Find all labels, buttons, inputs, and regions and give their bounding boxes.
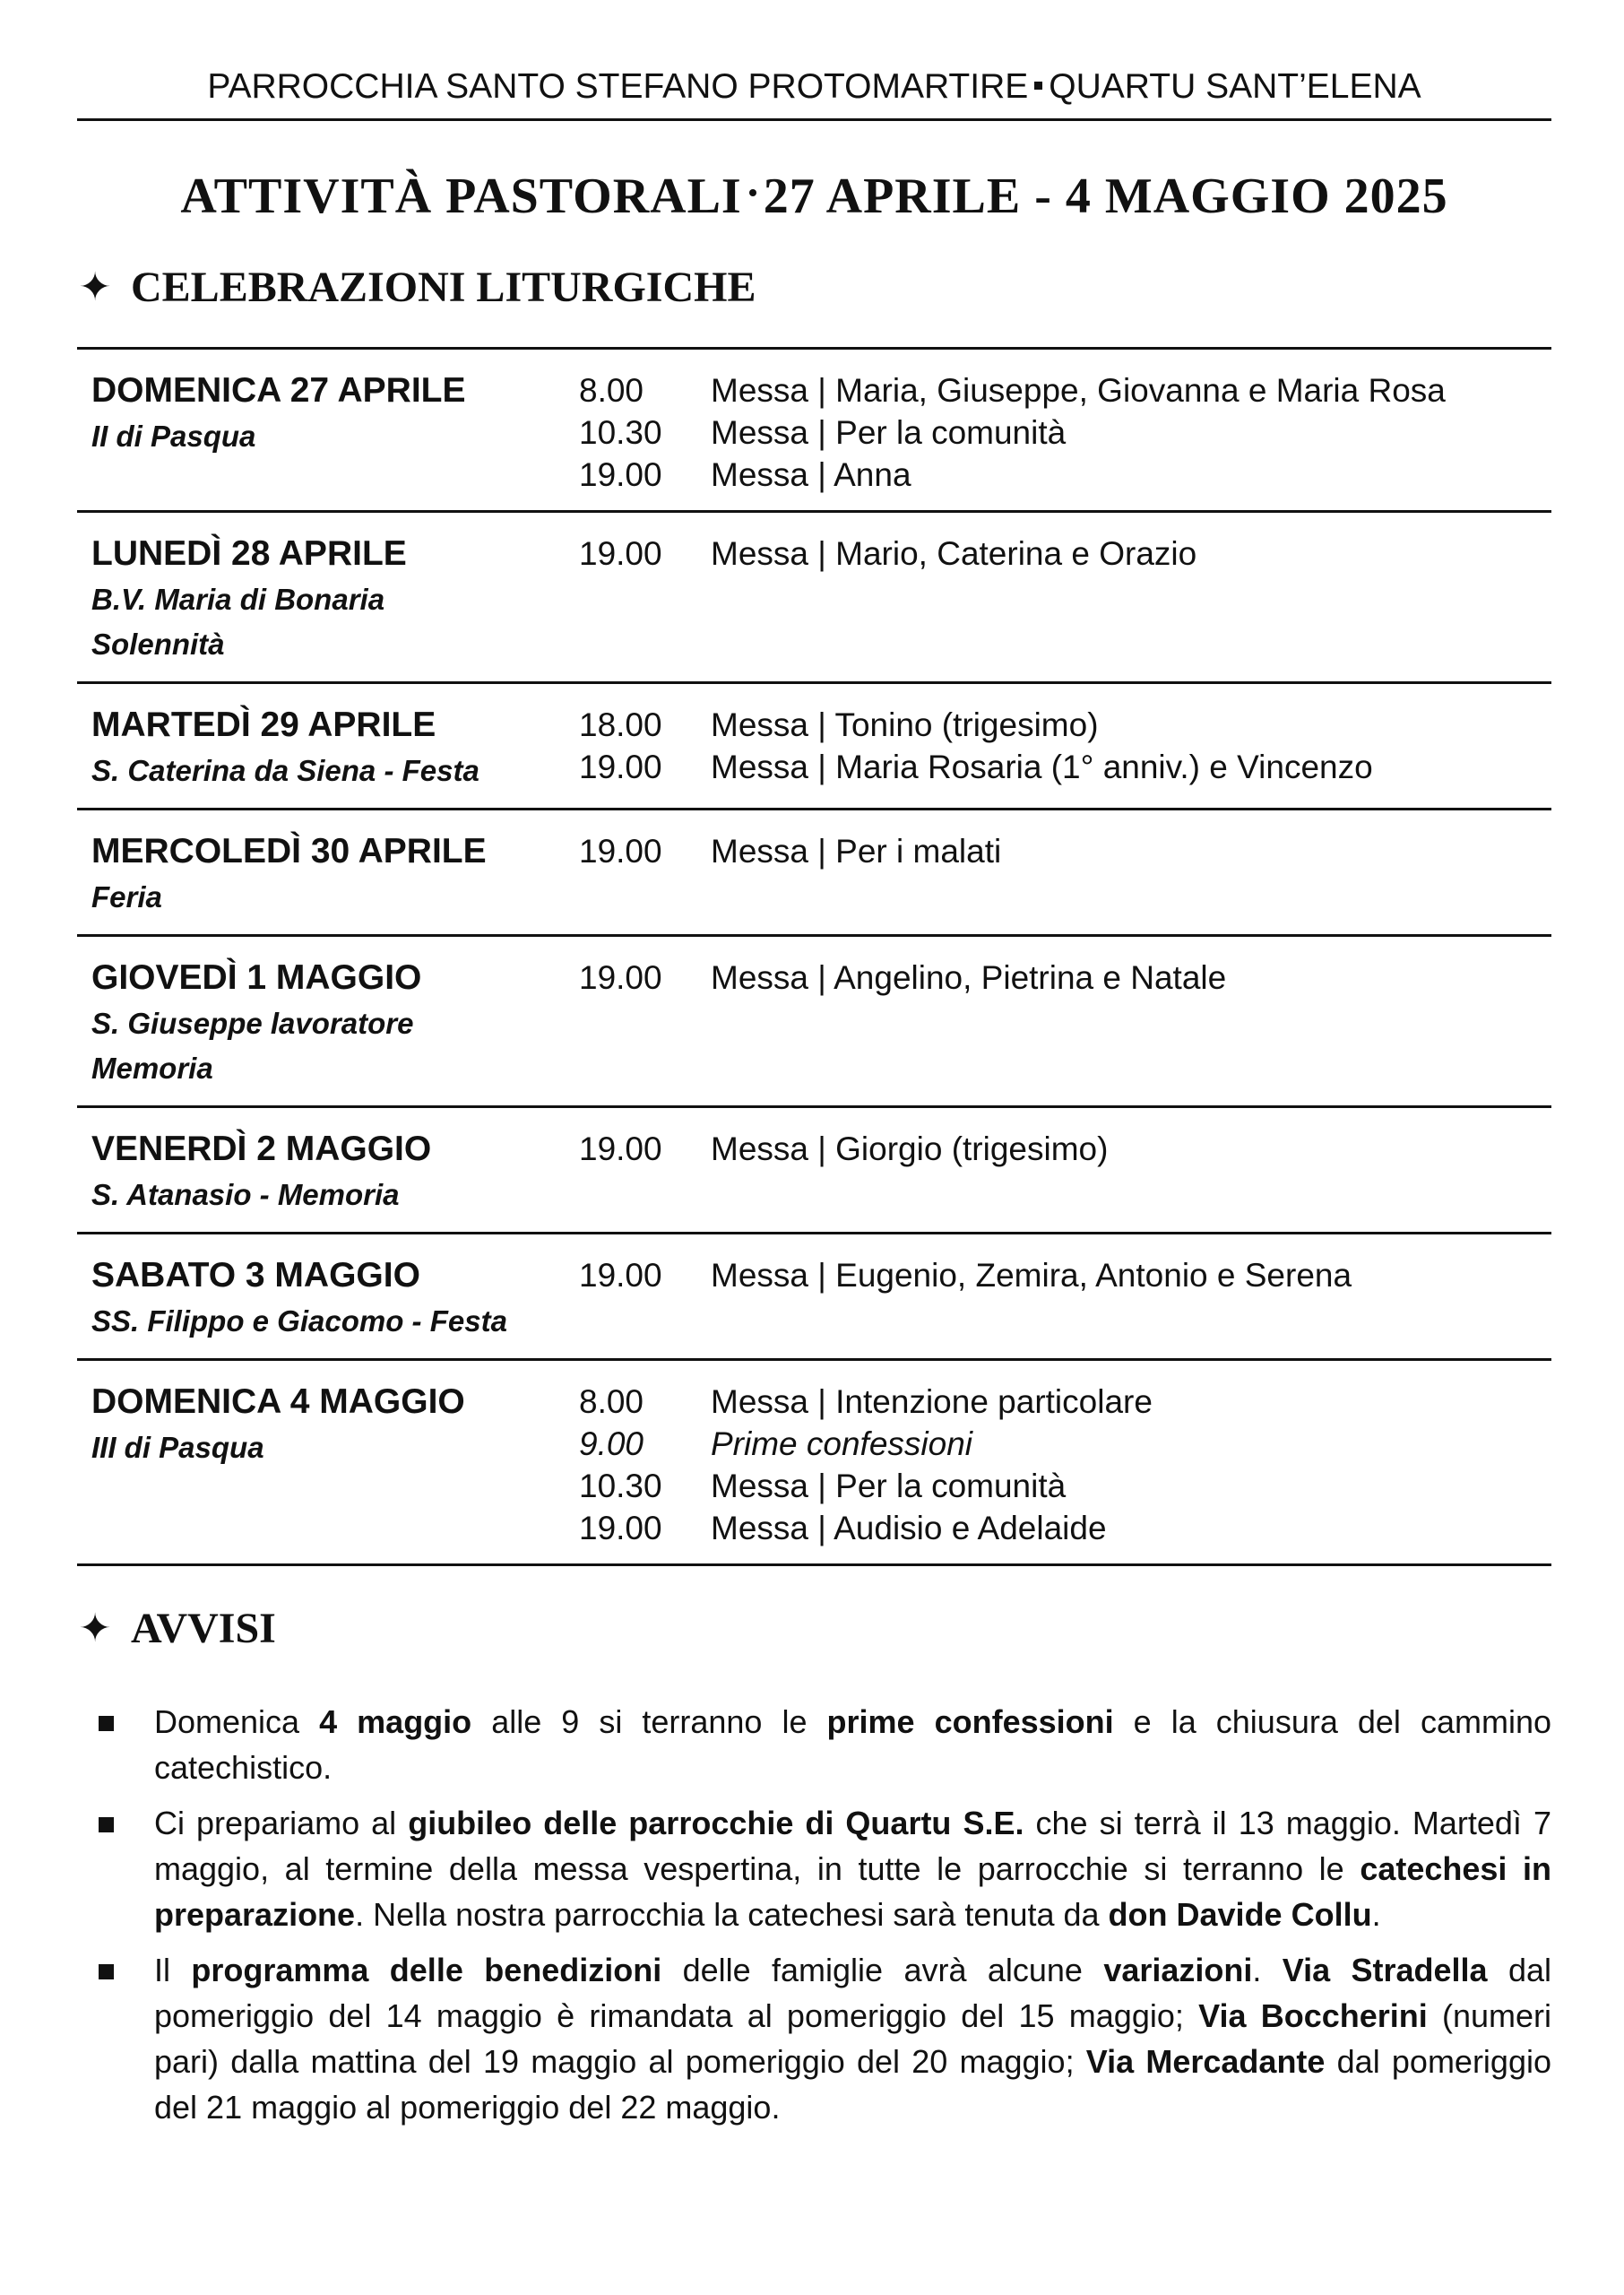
liturgical-note: SS. Filippo e Giacomo - Festa — [91, 1304, 507, 1338]
notice-fragment: Domenica — [154, 1703, 320, 1740]
mass-entry — [579, 746, 1551, 788]
square-bullet-icon — [77, 1699, 154, 1790]
notice-fragment: . Nella nostra parrocchia la catechesi sarà tenuta da — [355, 1896, 1109, 1933]
mass-list — [579, 1379, 1551, 1549]
day-info — [77, 828, 579, 920]
star-icon: ✦ — [78, 1606, 112, 1651]
mass-entry — [579, 454, 1551, 496]
mass-list — [579, 531, 1551, 667]
mass-entry — [579, 957, 1551, 999]
schedule-row — [77, 810, 1551, 937]
notice-item — [77, 1947, 1551, 2130]
mass-entry — [579, 533, 1551, 575]
mass-time: 19.00 — [579, 959, 662, 996]
mass-entry — [579, 369, 1551, 411]
celebrations-heading — [77, 261, 1551, 315]
mass-list — [579, 1126, 1551, 1217]
day-name: MERCOLEDÌ 30 APRILE — [91, 832, 487, 870]
mass-intention: Messa | Audisio e Adelaide — [711, 1510, 1107, 1546]
day-info — [77, 1252, 579, 1344]
star-icon: ✦ — [78, 264, 112, 310]
mass-list — [579, 368, 1551, 496]
mass-entry — [579, 830, 1551, 872]
liturgical-note: III di Pasqua — [91, 1431, 264, 1464]
mass-intention: Messa | Eugenio, Zemira, Antonio e Serena — [711, 1257, 1352, 1294]
day-info — [77, 955, 579, 1091]
notice-fragment: e la chiusura del cammino catechistico. — [154, 1703, 1551, 1786]
mass-entry — [579, 1128, 1551, 1170]
notice-fragment: . — [1252, 1952, 1283, 1988]
notices-list — [77, 1699, 1551, 2130]
notice-fragment: Il — [154, 1952, 192, 1988]
day-name: DOMENICA 27 APRILE — [91, 371, 466, 410]
mass-time: 8.00 — [579, 372, 644, 409]
day-name: VENERDÌ 2 MAGGIO — [91, 1130, 432, 1168]
notice-item — [77, 1699, 1551, 1790]
liturgical-note: B.V. Maria di Bonaria — [91, 583, 385, 616]
mass-intention: Prime confessioni — [711, 1425, 973, 1462]
mass-time: 19.00 — [579, 1257, 662, 1294]
schedule-row — [77, 684, 1551, 810]
notices-heading — [77, 1602, 1551, 1656]
mass-time: 9.00 — [579, 1425, 644, 1462]
liturgical-note: S. Caterina da Siena - Festa — [91, 754, 479, 787]
bulletin-page — [77, 0, 1551, 2140]
mass-time: 10.30 — [579, 1468, 662, 1504]
parish-town: QUARTU SANT’ELENA — [1049, 67, 1421, 106]
mass-intention: Messa | Per i malati — [711, 833, 1002, 870]
notice-text — [154, 1800, 1551, 1937]
day-info — [77, 702, 579, 793]
schedule-row — [77, 350, 1551, 513]
notices-heading-label: AVVISI — [131, 1605, 276, 1652]
schedule-row — [77, 1361, 1551, 1566]
mass-intention: Messa | Maria, Giuseppe, Giovanna e Maria Rosa — [711, 372, 1446, 409]
day-name: MARTEDÌ 29 APRILE — [91, 706, 436, 744]
mass-time: 19.00 — [579, 833, 662, 870]
mass-entry — [579, 1465, 1551, 1507]
notice-text — [154, 1947, 1551, 2130]
page-title-main: ATTIVITÀ PASTORALI — [180, 169, 742, 224]
mass-time: 19.00 — [579, 749, 662, 785]
square-bullet-icon — [77, 1947, 154, 2130]
notice-highlight: variazioni — [1103, 1952, 1253, 1988]
mass-entry — [579, 411, 1551, 454]
mass-time: 8.00 — [579, 1383, 644, 1420]
notice-highlight: giubileo delle parrocchie di Quartu S.E. — [408, 1805, 1024, 1841]
day-name: DOMENICA 4 MAGGIO — [91, 1382, 465, 1421]
day-name: SABATO 3 MAGGIO — [91, 1256, 420, 1295]
schedule-row — [77, 937, 1551, 1108]
mass-time: 18.00 — [579, 706, 662, 743]
mass-list — [579, 1252, 1551, 1344]
notice-text — [154, 1699, 1551, 1790]
page-title-dates: 27 APRILE - 4 MAGGIO 2025 — [763, 169, 1448, 224]
mass-intention: Messa | Giorgio (trigesimo) — [711, 1130, 1109, 1167]
notice-fragment: dal pomeriggio del 21 maggio al pomeriggio del 22 maggio. — [154, 2043, 1551, 2126]
notice-fragment: che si terrà il 13 maggio. Martedì 7 maggio, al termine della messa vespertina, in tutte le parrocchie si terranno le — [154, 1805, 1551, 1887]
mass-intention: Messa | Per la comunità — [711, 1468, 1067, 1504]
mass-time: 19.00 — [579, 1510, 662, 1546]
notice-highlight: 4 maggio — [319, 1703, 472, 1740]
parish-header — [77, 65, 1551, 117]
mass-entry — [579, 1254, 1551, 1296]
mass-intention: Messa | Mario, Caterina e Orazio — [711, 535, 1197, 572]
liturgical-note: II di Pasqua — [91, 420, 256, 453]
notice-fragment: delle famiglie avrà alcune — [661, 1952, 1104, 1988]
notice-highlight: programma delle benedizioni — [191, 1952, 662, 1988]
liturgical-note: Memoria — [91, 1052, 213, 1085]
liturgical-note: S. Atanasio - Memoria — [91, 1178, 400, 1211]
header-separator-icon — [1034, 82, 1042, 90]
notice-fragment: . — [1371, 1896, 1381, 1933]
liturgical-note: Solennità — [91, 628, 225, 661]
notice-highlight: don Davide Collu — [1108, 1896, 1372, 1933]
day-info — [77, 1126, 579, 1217]
liturgical-note: Feria — [91, 880, 162, 914]
mass-list — [579, 828, 1551, 920]
mass-entry — [579, 1381, 1551, 1423]
mass-time: 10.30 — [579, 414, 662, 451]
mass-time: 19.00 — [579, 456, 662, 493]
mass-entry — [579, 1423, 1551, 1465]
mass-intention: Messa | Per la comunità — [711, 414, 1067, 451]
mass-entry — [579, 704, 1551, 746]
header-divider — [77, 118, 1551, 121]
notice-fragment: (numeri pari) dalla mattina del 19 maggio al pomeriggio del 20 maggio; — [154, 1997, 1551, 2080]
mass-time: 19.00 — [579, 1130, 662, 1167]
notice-fragment: alle 9 si terranno le — [471, 1703, 827, 1740]
mass-intention: Messa | Tonino (trigesimo) — [711, 706, 1099, 743]
mass-intention: Messa | Angelino, Pietrina e Natale — [711, 959, 1227, 996]
mass-list — [579, 702, 1551, 793]
notice-fragment: Ci prepariamo al — [154, 1805, 409, 1841]
notice-highlight: Via Mercadante — [1085, 2043, 1326, 2080]
title-separator-icon — [749, 189, 756, 196]
mass-intention: Messa | Anna — [711, 456, 911, 493]
celebrations-heading-label: CELEBRAZIONI LITURGICHE — [131, 264, 756, 311]
notice-highlight: prime confessioni — [826, 1703, 1114, 1740]
notice-highlight: Via Boccherini — [1198, 1997, 1428, 2034]
notice-highlight: Via Stradella — [1282, 1952, 1488, 1988]
mass-time: 19.00 — [579, 535, 662, 572]
schedule-row — [77, 1234, 1551, 1361]
notice-item — [77, 1800, 1551, 1937]
schedule-row — [77, 1108, 1551, 1234]
mass-intention: Messa | Intenzione particolare — [711, 1383, 1153, 1420]
liturgical-note: S. Giuseppe lavoratore — [91, 1007, 414, 1040]
day-info — [77, 368, 579, 496]
schedule-table — [77, 347, 1551, 1566]
mass-list — [579, 955, 1551, 1091]
day-info — [77, 1379, 579, 1549]
notice-fragment: dal pomeriggio del 14 maggio è rimandata al pomeriggio del 15 maggio; — [154, 1952, 1551, 2034]
mass-intention: Messa | Maria Rosaria (1° anniv.) e Vincenzo — [711, 749, 1373, 785]
day-name: GIOVEDÌ 1 MAGGIO — [91, 958, 422, 997]
day-name: LUNEDÌ 28 APRILE — [91, 534, 407, 573]
notice-highlight: catechesi in preparazione — [154, 1850, 1552, 1933]
schedule-row — [77, 513, 1551, 684]
parish-name: PARROCCHIA SANTO STEFANO PROTOMARTIRE — [207, 67, 1029, 106]
mass-entry — [579, 1507, 1551, 1549]
day-info — [77, 531, 579, 667]
page-title — [77, 168, 1551, 225]
square-bullet-icon — [77, 1800, 154, 1937]
